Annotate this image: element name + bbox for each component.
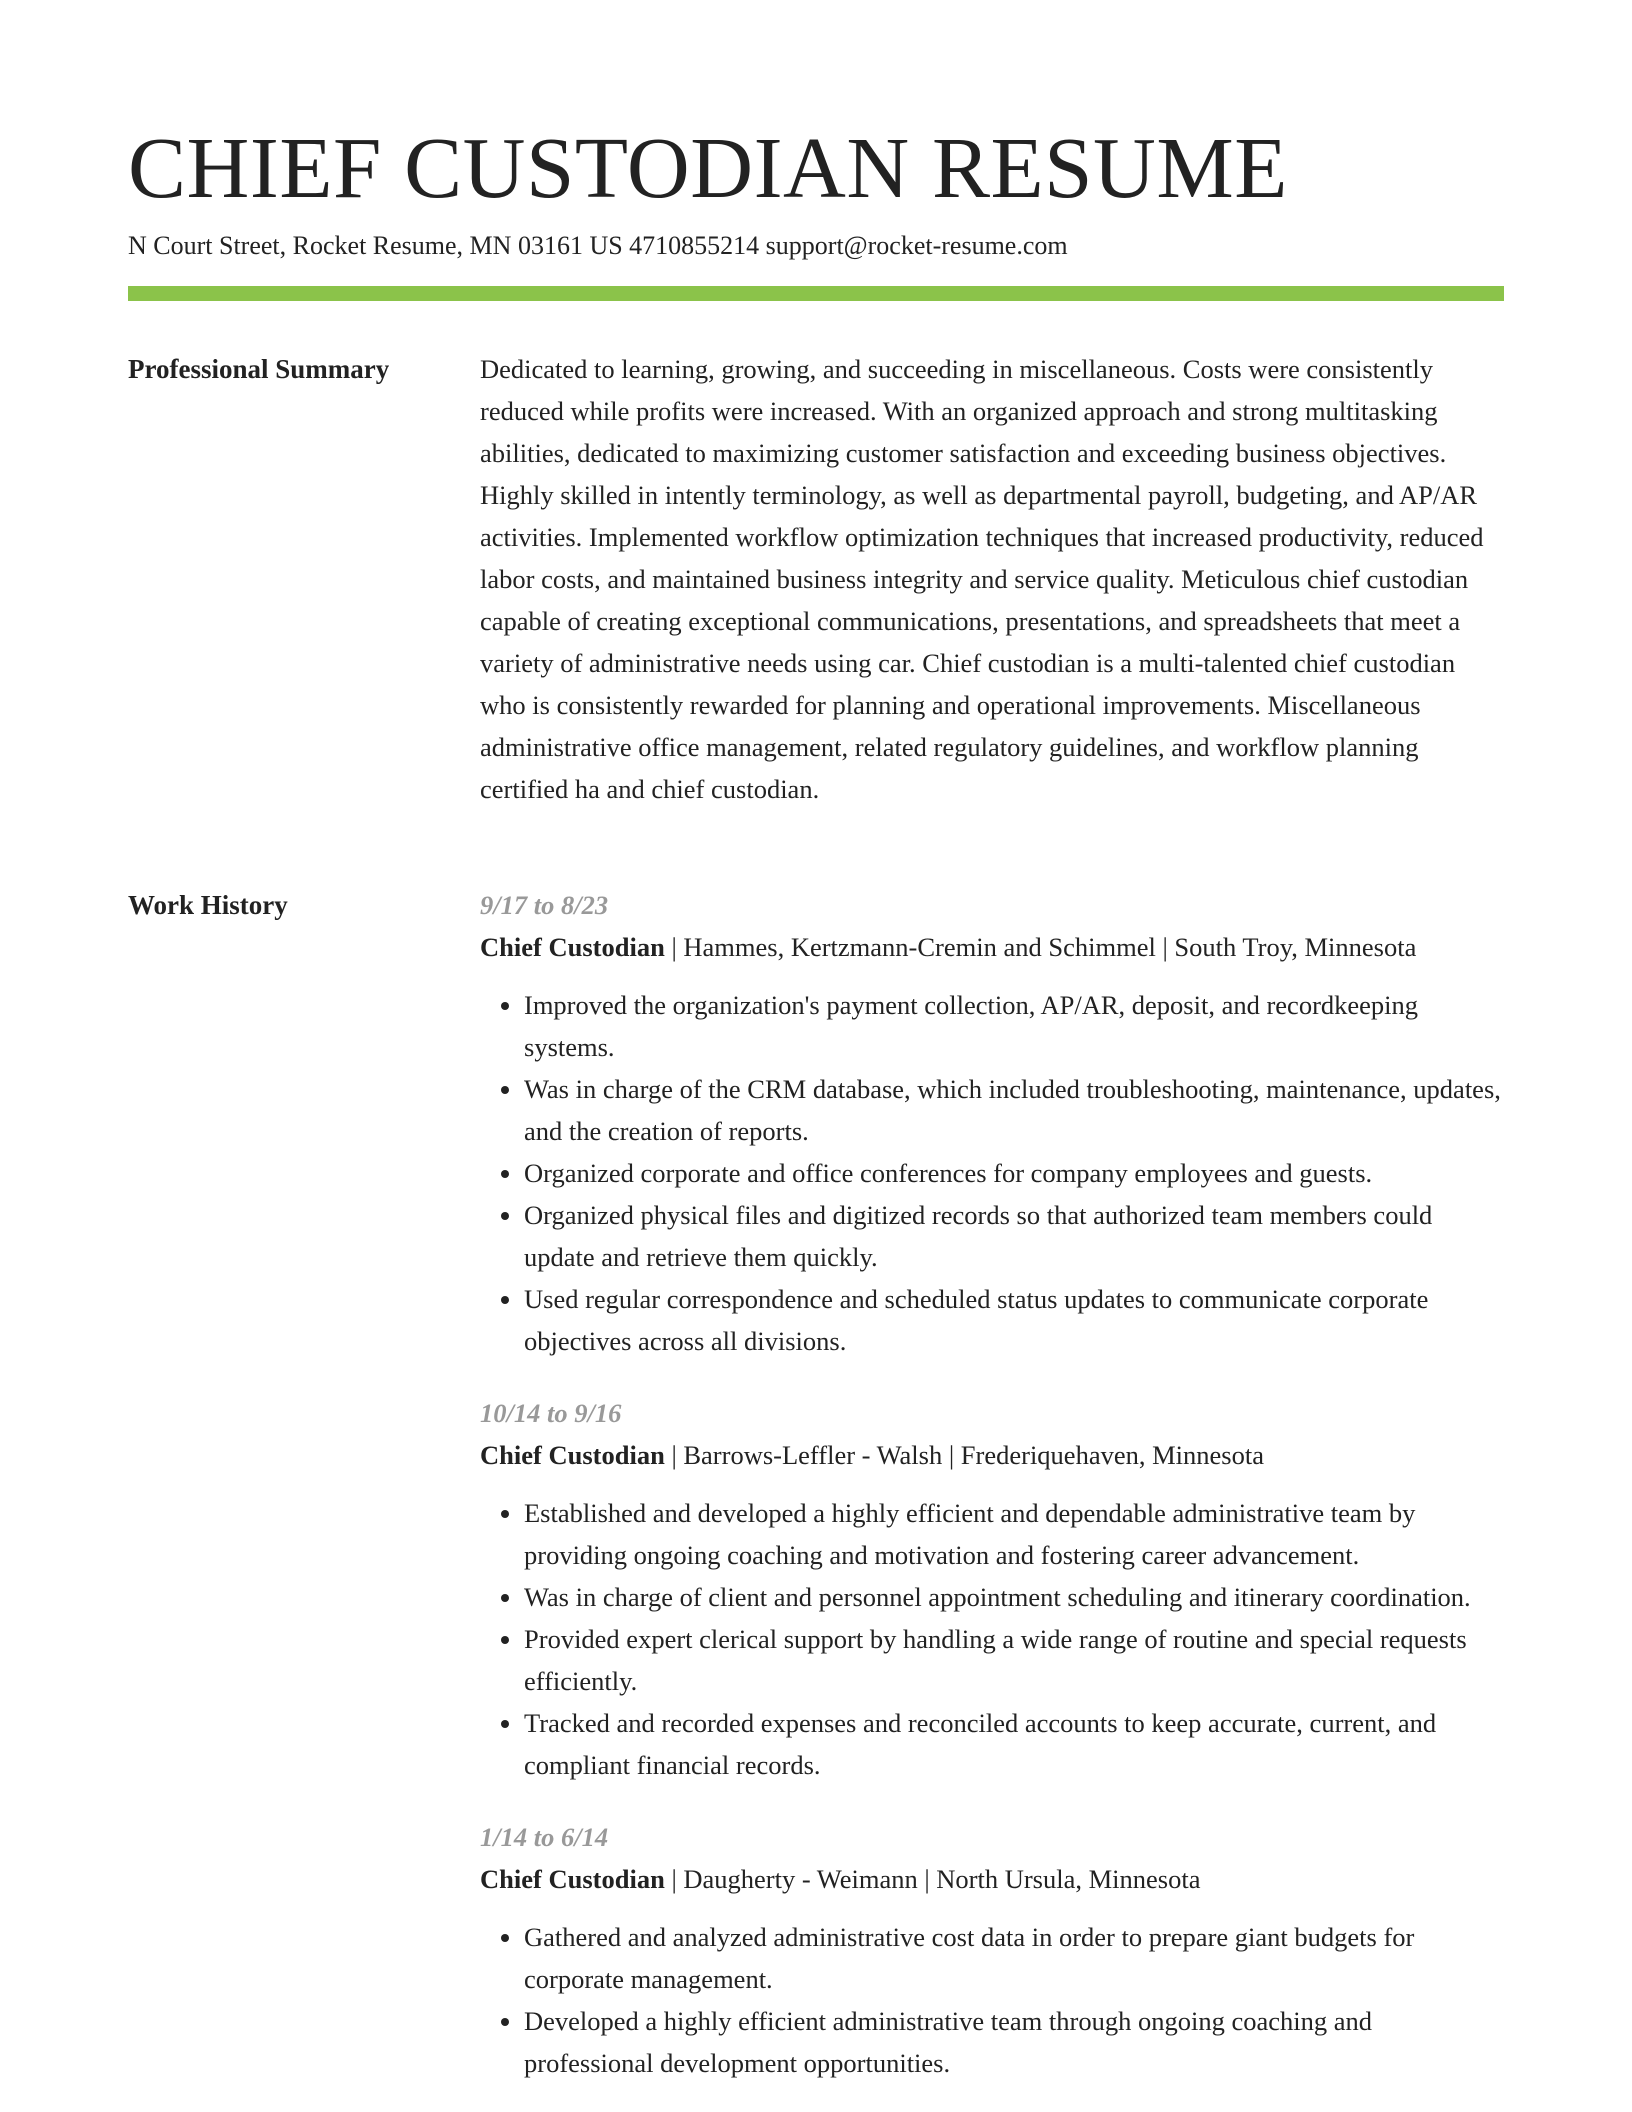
job-entry — [480, 1816, 1504, 2084]
section-label-professional-summary: Professional Summary — [128, 354, 390, 384]
work-history-body — [480, 884, 1504, 2112]
contact-line: N Court Street, Rocket Resume, MN 03161 US 4710855214 support@rocket-resume.com — [128, 231, 1068, 260]
job-heading — [480, 1434, 1504, 1476]
job-title: Chief Custodian — [480, 1864, 665, 1894]
job-heading — [480, 926, 1504, 968]
job-bullet: • Gathered and analyzed administrative cost data in order to prepare giant budgets for corporate management. — [524, 1916, 1504, 2000]
job-bullet: • Improved the organization's payment collection, AP/AR, deposit, and recordkeeping systems. — [524, 984, 1504, 1068]
job-bullet-list — [480, 1916, 1504, 2084]
professional-summary-text: Dedicated to learning, growing, and succeeding in miscellaneous. Costs were consistently reduced while profits were increased. With an organized approach and strong multitasking abilities, dedicated to maximizing customer satisfaction and exceeding business objectives. Highly skilled in intently terminology, as well as departmental payroll, budgeting, and AP/AR activities. Implemented workflow optimization techniques that increased productivity, reduced labor costs, and maintained business integrity and service quality. Meticulous chief custodian capable of creating exceptional communications, presentations, and spreadsheets that meet a variety of administrative needs using car. Chief custodian is a multi-talented chief custodian who is consistently rewarded for planning and operational improvements. Miscellaneous administrative office management, related regulatory guidelines, and workflow planning certified ha and chief custodian. — [480, 354, 1484, 804]
job-bullet: • Organized corporate and office conferences for company employees and guests. — [524, 1152, 1504, 1194]
job-bullet: • Established and developed a highly efficient and dependable administrative team by providing ongoing coaching and motivation and fostering career advancement. — [524, 1492, 1504, 1576]
job-heading — [480, 1858, 1504, 1900]
job-bullet: • Tracked and recorded expenses and reconciled accounts to keep accurate, current, and compliant financial records. — [524, 1702, 1504, 1786]
professional-summary-body — [480, 348, 1504, 810]
job-dates: 1/14 to 6/14 — [480, 1822, 609, 1852]
job-dates: 10/14 to 9/16 — [480, 1398, 622, 1428]
job-bullet-list — [480, 984, 1504, 1362]
job-entry — [480, 1392, 1504, 1786]
job-title: Chief Custodian — [480, 932, 665, 962]
job-bullet-list — [480, 1492, 1504, 1786]
job-dates: 9/17 to 8/23 — [480, 890, 609, 920]
job-employer-location: | Barrows-Leffler - Walsh | Frederiquehaven, Minnesota — [664, 1440, 1264, 1470]
job-employer-location: | Daugherty - Weimann | North Ursula, Minnesota — [664, 1864, 1201, 1894]
job-title: Chief Custodian — [480, 1440, 665, 1470]
job-entry — [480, 884, 1504, 1362]
header-accent-rule — [128, 286, 1504, 301]
job-bullet: • Used regular correspondence and scheduled status updates to communicate corporate objectives across all divisions. — [524, 1278, 1504, 1362]
resume-title: CHIEF CUSTODIAN RESUME — [128, 119, 1288, 216]
professional-summary-section — [128, 348, 1504, 848]
job-bullet: • Developed a highly efficient administrative team through ongoing coaching and professional development opportunities. — [524, 2000, 1504, 2084]
job-bullet: • Organized physical files and digitized records so that authorized team members could update and retrieve them quickly. — [524, 1194, 1504, 1278]
job-employer-location: | Hammes, Kertzmann-Cremin and Schimmel | South Troy, Minnesota — [664, 932, 1417, 962]
section-label-work-history: Work History — [128, 890, 288, 920]
job-bullet: • Was in charge of the CRM database, which included troubleshooting, maintenance, updates, and the creation of reports. — [524, 1068, 1504, 1152]
resume-header — [128, 118, 1504, 262]
job-bullet: • Was in charge of client and personnel appointment scheduling and itinerary coordination. — [524, 1576, 1504, 1618]
job-bullet: • Provided expert clerical support by handling a wide range of routine and special requests efficiently. — [524, 1618, 1504, 1702]
work-history-section — [128, 884, 1504, 2112]
